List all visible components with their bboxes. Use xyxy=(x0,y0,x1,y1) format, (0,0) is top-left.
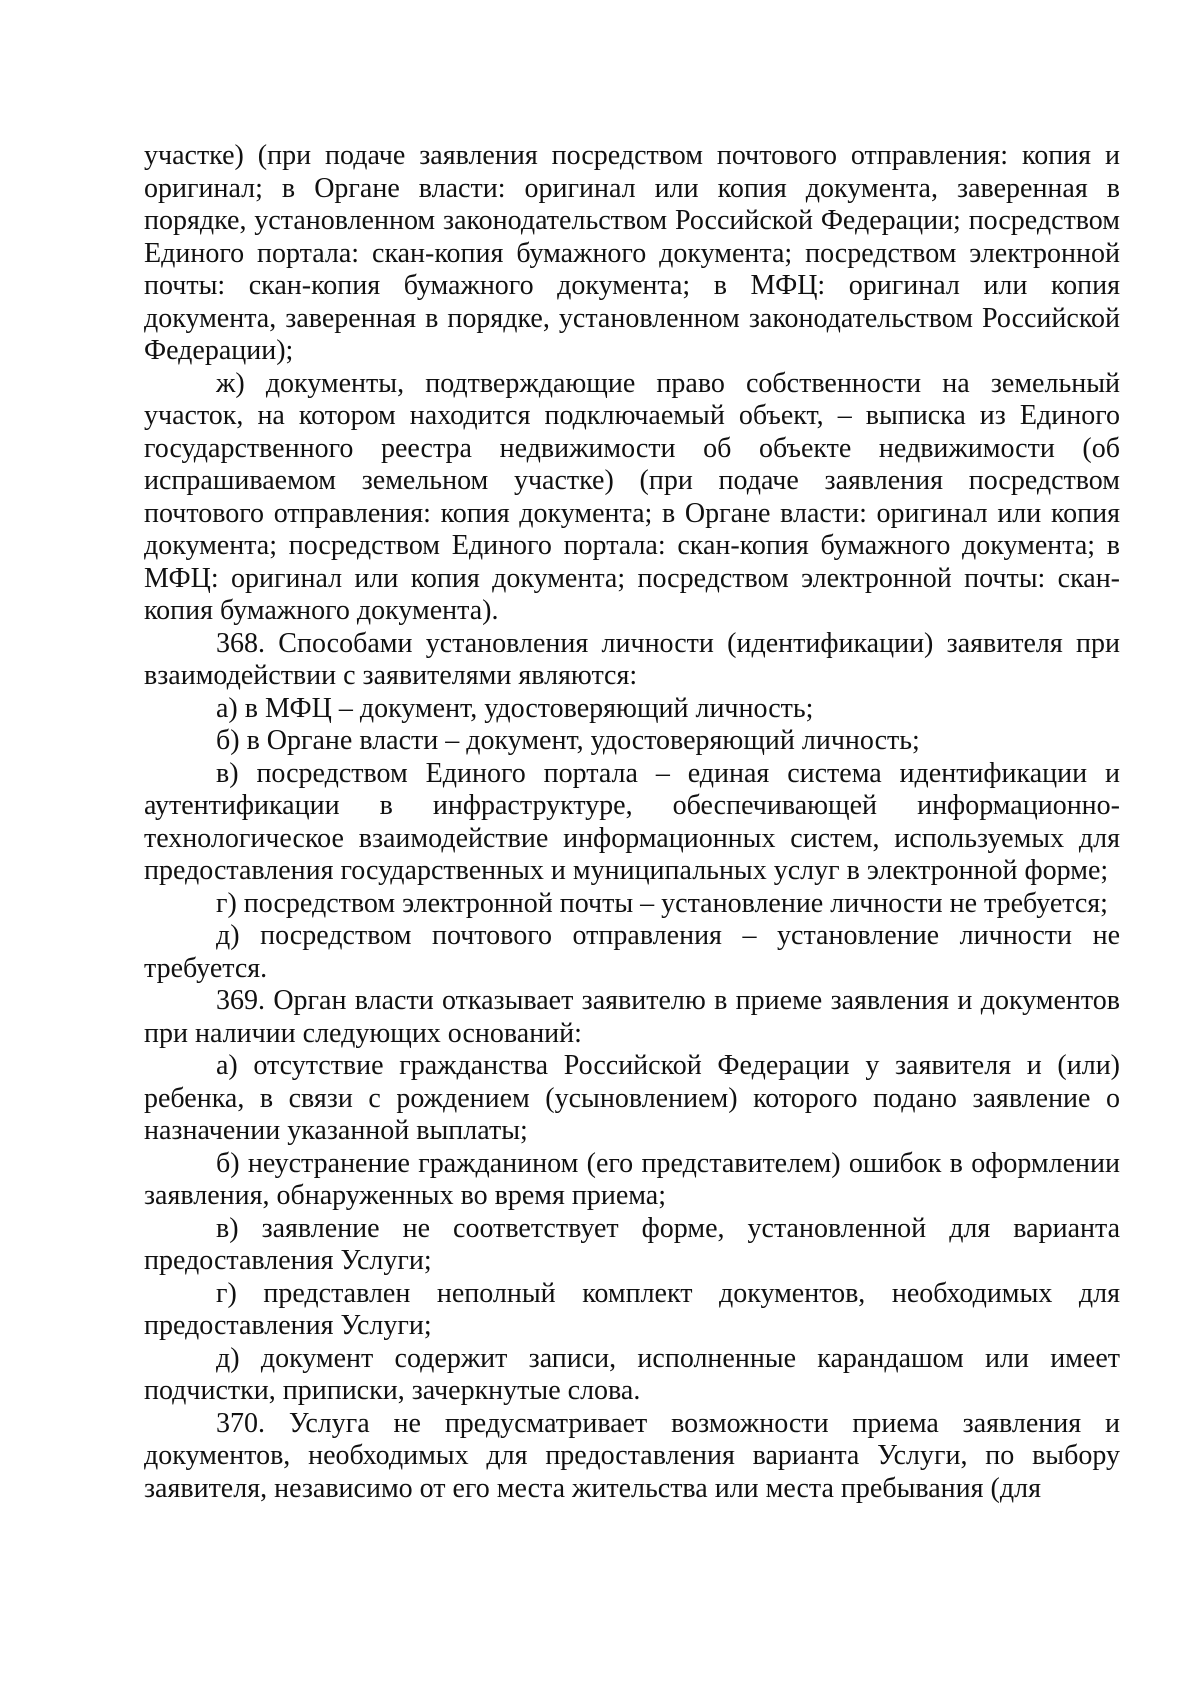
document-page xyxy=(144,140,1120,1505)
paragraph-369-g: г) представлен неполный комплект документов, необходимых для предоставления Услуги; xyxy=(144,1277,1120,1341)
paragraph-369-a: а) отсутствие гражданства Российской Федерации у заявителя и (или) ребенка, в связи с рождением (усыновлением) которого подано заявление о назначении указанной выплаты; xyxy=(144,1050,1120,1146)
paragraph-368-d: д) посредством почтового отправления – установление личности не требуется. xyxy=(144,920,1120,984)
paragraph-item-zh: ж) документы, подтверждающие право собственности на земельный участок, на котором находится подключаемый объект, – выписка из Единого государственного реестра недвижимости об объекте недвижимости (об испрашиваемом земельном участке) (при подаче заявления посредством почтового отправления: копия документа; в Органе власти: оригинал или копия документа; посредством Единого портала: скан-копия бумажного документа; в МФЦ: оригинал или копия документа; посредством электронной почты: скан-копия бумажного документа). xyxy=(144,367,1120,626)
paragraph-369-v: в) заявление не соответствует форме, установленной для варианта предоставления Услуги; xyxy=(144,1212,1120,1276)
paragraph-368-g: г) посредством электронной почты – установление личности не требуется; xyxy=(216,887,1108,919)
paragraph-368-v: в) посредством Единого портала – единая система идентификации и аутентификации в инфраструктуре, обеспечивающей информационно-технологическое взаимодействие информационных систем, используемых для предоставления государственных и муниципальных услуг в электронной форме; xyxy=(144,757,1120,886)
paragraph-continuation: участке) (при подаче заявления посредством почтового отправления: копия и оригинал; в Органе власти: оригинал или копия документа, заверенная в порядке, установленном законодательством Российской Федерации; посредством Единого портала: скан-копия бумажного документа; посредством электронной почты: скан-копия бумажного документа; в МФЦ: оригинал или копия документа, заверенная в порядке, установленном законодательством Российской Федерации); xyxy=(144,140,1120,366)
paragraph-369: 369. Орган власти отказывает заявителю в приеме заявления и документов при наличии следующих оснований: xyxy=(144,985,1120,1049)
paragraph-369-b: б) неустранение гражданином (его представителем) ошибок в оформлении заявления, обнаруженных во время приема; xyxy=(144,1147,1120,1211)
paragraph-370: 370. Услуга не предусматривает возможности приема заявления и документов, необходимых для предоставления варианта Услуги, по выбору заявителя, независимо от его места жительства или места пребывания (для xyxy=(144,1407,1120,1504)
paragraph-368-b: б) в Органе власти – документ, удостоверяющий личность; xyxy=(216,725,920,756)
paragraph-368-a: а) в МФЦ – документ, удостоверяющий личность; xyxy=(216,692,814,724)
paragraph-369-d: д) документ содержит записи, исполненные карандашом или имеет подчистки, приписки, зачеркнутые слова. xyxy=(144,1342,1120,1406)
paragraph-368: 368. Способами установления личности (идентификации) заявителя при взаимодействии с заявителями являются: xyxy=(144,627,1120,691)
